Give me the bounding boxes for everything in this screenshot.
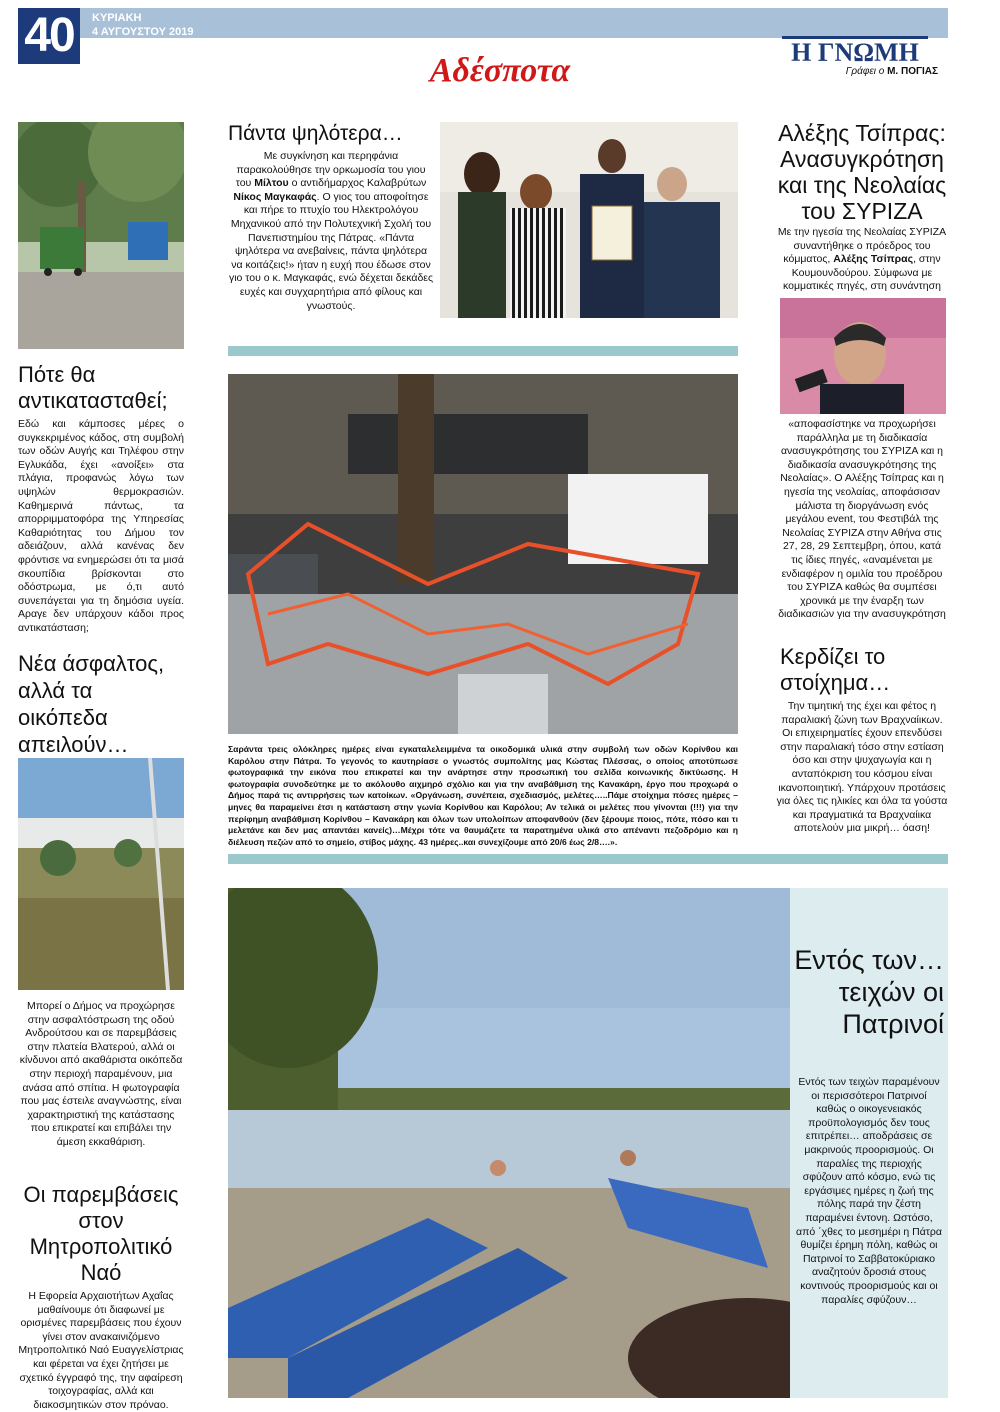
newspaper-logo: Η ΓΝΩΜΗ xyxy=(782,36,928,67)
tsipras-photo xyxy=(780,298,946,414)
headline-paremvaseis: Οι παρεμβάσεις στον Μητροπολιτικό Ναό xyxy=(23,1182,179,1285)
headline-kerdizei: Κερδίζει το στοίχημα… xyxy=(780,644,891,695)
text-pote: Εδώ και κάμποσες μέρες ο συγκεκριμένος κάδος, στη συμβολή των οδών Αυγής και Τηλέφου στην Εγλυκάδα, έχει «ανοίξει» στα πλάγια, προφανώς λόγω των υψηλών θερμοκρασιών. Καθημερινά πάντως, τα απορριμματοφόρα της Υπηρεσίας Καθαριότητας του Δήμου τον αδειάζουν, αλλά κανένας δεν φρόντισε να ενημερώσει ότι τα μισά σκουπίδια βρίσκονται στο οδόστρωμα, με ό,τι αυτό συνεπάγεται για τη δημόσια υγεία. Αραγε δεν υπάρχουν κάδοι προς αντικατάσταση; xyxy=(18,418,184,634)
text-tsipras-name: Αλέξης Τσίπρας xyxy=(833,253,914,266)
text-kerdizei: Την τιμητική της έχει και φέτος η παραλιακή ζώνη των Βραχναίικων. Οι επιχειρηματίες έχουν επενδύσει στην παραλιακή τόσο στην εστίαση όσο και στην ψυχαγωγία και η ανταπόκριση του κόσμου είναι ικανοποιητική. Υπάρχουν προτάσεις για όλες τις ηλικίες και όλα τα γούστα και πραγματικά τα Βραχναίικα αποτελούν μια μικρή… όαση! xyxy=(776,700,948,835)
text-tsipras-part1: Με την ηγεσία της Νεολαίας ΣΥΡΙΖΑ συναντήθηκε ο πρόεδρος του κόμματος, xyxy=(777,226,947,266)
writer-prefix: Γράφει ο xyxy=(845,66,885,77)
header-date: 4 ΑΥΓΟΥΣΤΟΥ 2019 xyxy=(92,26,194,38)
construction-photo xyxy=(228,374,738,734)
text-tsipras-lower-para xyxy=(776,418,948,622)
divider-bar-1 xyxy=(228,346,738,356)
text-paremvaseis: Η Εφορεία Αρχαιοτήτων Αχαΐας μαθαίνουμε ότι διαφωνεί με ορισμένες παρεμβάσεις που έχουν γίνει στον ανακαινιζόμενο Μητροπολιτικό Ναό Ευαγγελίστριας και φέρεται να έχει ζητήσει με σχετικό έγγραφό της, την αφαίρεση τοιχογραφίας, αλλά και διακοσμητικών στον πρόναο. xyxy=(18,1290,184,1411)
section-title: Αδέσποτα xyxy=(429,52,571,89)
text-psilotera xyxy=(228,150,434,313)
headline-teixon: Εντός των… τειχών οι Πατρινοί xyxy=(794,945,944,1039)
text-tsipras-upper-para xyxy=(776,226,948,294)
beach-photo xyxy=(228,888,790,1398)
headline-tsipras: Αλέξης Τσίπρας: Ανασυγκρότηση και της Νεολαίας του ΣΥΡΙΖΑ xyxy=(777,120,947,224)
text-asfaltos: Μπορεί ο Δήμος να προχώρησε στην ασφαλτόστρωση της οδού Ανδρούτσου και σε παρεμβάσεις στην πλατεία Βλατερού, αλλά οι κίνδυνοι από ακαθάριστα οικόπεδα στην περιοχή παραμένουν, μια ανάσα από σπίτια. Η φωτογραφία που μας έστειλε αναγνώστης, είναι χαρακτηριστική της κατάστασης που επικρατεί και επιβάλει την άμεση εκκαθάριση. xyxy=(19,1000,183,1148)
writer-credit xyxy=(782,66,938,77)
divider-bar-2 xyxy=(228,854,948,864)
text-psilotera-part3: . Ο γιος του αποφοίτησε και πήρε το πτυχίο του Ηλεκτρολόγου Μηχανικού από την Πολυτεχνική Σχολή του Πανεπιστημίου της Πάτρας. «Πάντα ψηλότερα να ανεβαίνεις, πάντα ψηλότερα να κοιτάζεις!» ήταν η ευχή που έδωσε στον γιο του ο κ. Μαγκαφάς, ενώ δέχεται δεκάδες ευχές και συγχαρητήρια από φίλους και γνωστούς. xyxy=(228,190,434,312)
construction-caption: Σαράντα τρεις ολόκληρες ημέρες είναι εγκαταλελειμμένα τα οικοδομικά υλικά στην συμβολή των οδών Κορίνθου και Καρόλου στην Πάτρα. Το γεγονός το καυτηρίασε ο γνωστός συμπολίτης μας Κώστας Πλέσσας, ο οποίος αποτύπωσε φωτογραφικά την εικόνα που επικρατεί και την ανάρτησε στην προσωπική του σελίδα κοινωνικής δικτύωσης. Η φωτογραφία συνοδεύτηκε με το ακόλουθο αιχμηρό σχόλιο και για την αναβάθμιση της Κανακάρη, έργο που προχωρά ο Δήμος παρά τις αντιρρήσεις των κατοίκων. «Οργάνωση, συνέπεια, σχεδιασμός, μελέτες…..Πάμε στοίχημα πόσες ημέρες – μηνες θα παραμείνει έτσι η κατάσταση στην γωνία Κορίνθου και Καρόλου; Αν τελικά οι μελέτες που γίνονται (!!!) για την περίφημη αναβάθμιση Κορίνθου – Κανακάρη και όλων των υπολοίπων αποφανθούν (δεν ξέρουμε ποιος, πότε, πόσο και τι μελετάνε και δεν μας απαντάει κανείς)…Μέχρι τότε να θαυμάζετε τα παρατημένα υλικά στο απέναντι πεζοδρόμιο και η διέλευση πεζών από το σημείο, στίβος μάχης. 43 ημέρες..και συνεχίζουμε από 20/6 έως 2/8….». xyxy=(228,744,738,847)
lot-photo xyxy=(18,758,184,990)
text-psilotera-part1: Με συγκίνηση και περηφάνια παρακολούθησε την ορκωμοσία του γιου του xyxy=(235,150,426,190)
page-number: 40 xyxy=(18,8,80,64)
headline-asfaltos: Νέα άσφαλτος, αλλά τα οικόπεδα απειλούν… xyxy=(18,651,165,757)
text-tsipras-part2b: «αποφασίστηκε να προχωρήσει παράλληλα με τη διαδικασία ανασυγκρότησης του ΣΥΡΙΖΑ και η διαδικασία ανασυγκρότησης της Νεολαίας». Ο Αλέξης Τσίπρας και η ηγεσία της νεολαίας, αποφάσισαν μάλιστα τη διοργάνωση ενός μεγάλου event, του Φεστιβάλ της Νεολαίας ΣΥΡΙΖΑ στην Αθήνα στις 27, 28, 29 Σεπτεμβρη, όπου, κατά τις ίδιες πηγές, «αναμένεται με ενδιαφέρον η ομιλία του προέδρου του ΣΥΡΙΖΑ καθώς θα συμπέσει χρονικά με την έναρξη των διαδικασιών για την ανασυγκρότηση xyxy=(778,418,946,621)
text-psilotera-name2: Νίκος Μαγκαφάς xyxy=(233,190,317,203)
graduation-photo xyxy=(440,122,738,318)
text-tsipras-upper xyxy=(776,226,948,294)
bin-photo xyxy=(18,122,184,349)
headline-pote: Πότε θα αντικατασταθεί; xyxy=(18,362,168,413)
text-tsipras-part2: , στην Κουμουνδούρου. Σύμφωνα με κομματικές πηγές, στη συνάντηση xyxy=(783,253,941,293)
writer-name: Μ. ΠΟΓΙΑΣ xyxy=(887,66,938,77)
text-tsipras-lower xyxy=(776,418,948,622)
headline-psilotera: Πάντα ψηλότερα… xyxy=(228,122,403,145)
text-psilotera-part2: ο αντιδήμαρχος Καλαβρύτων xyxy=(288,177,427,190)
text-teixon: Εντός των τειχών παραμένουν οι περισσότεροι Πατρινοί καθώς ο οικογενειακός προϋπολογισμός δεν τους επιτρέπει… αποδράσεις σε μακρινούς προορισμούς. Οι παραλίες της περιοχής σφύζουν από κόσμο, ενώ τις εργάσιμες ημέρες η ζωή της πόλης παρά την ζέστη παραμένει έντονη. Ωστόσο, από ΄χθες το μεσημέρι η Πάτρα θυμίζει έρημη πόλη, καθώς οι Πατρινοί το Σαββατοκύριακο αναζητούν δροσιά στους κοντινούς προορισμούς και οι παραλίες σφύζουν… xyxy=(796,1076,942,1306)
header-day: ΚΥΡΙΑΚΗ xyxy=(92,12,142,24)
text-psilotera-name1: Μίλτου xyxy=(254,177,289,190)
